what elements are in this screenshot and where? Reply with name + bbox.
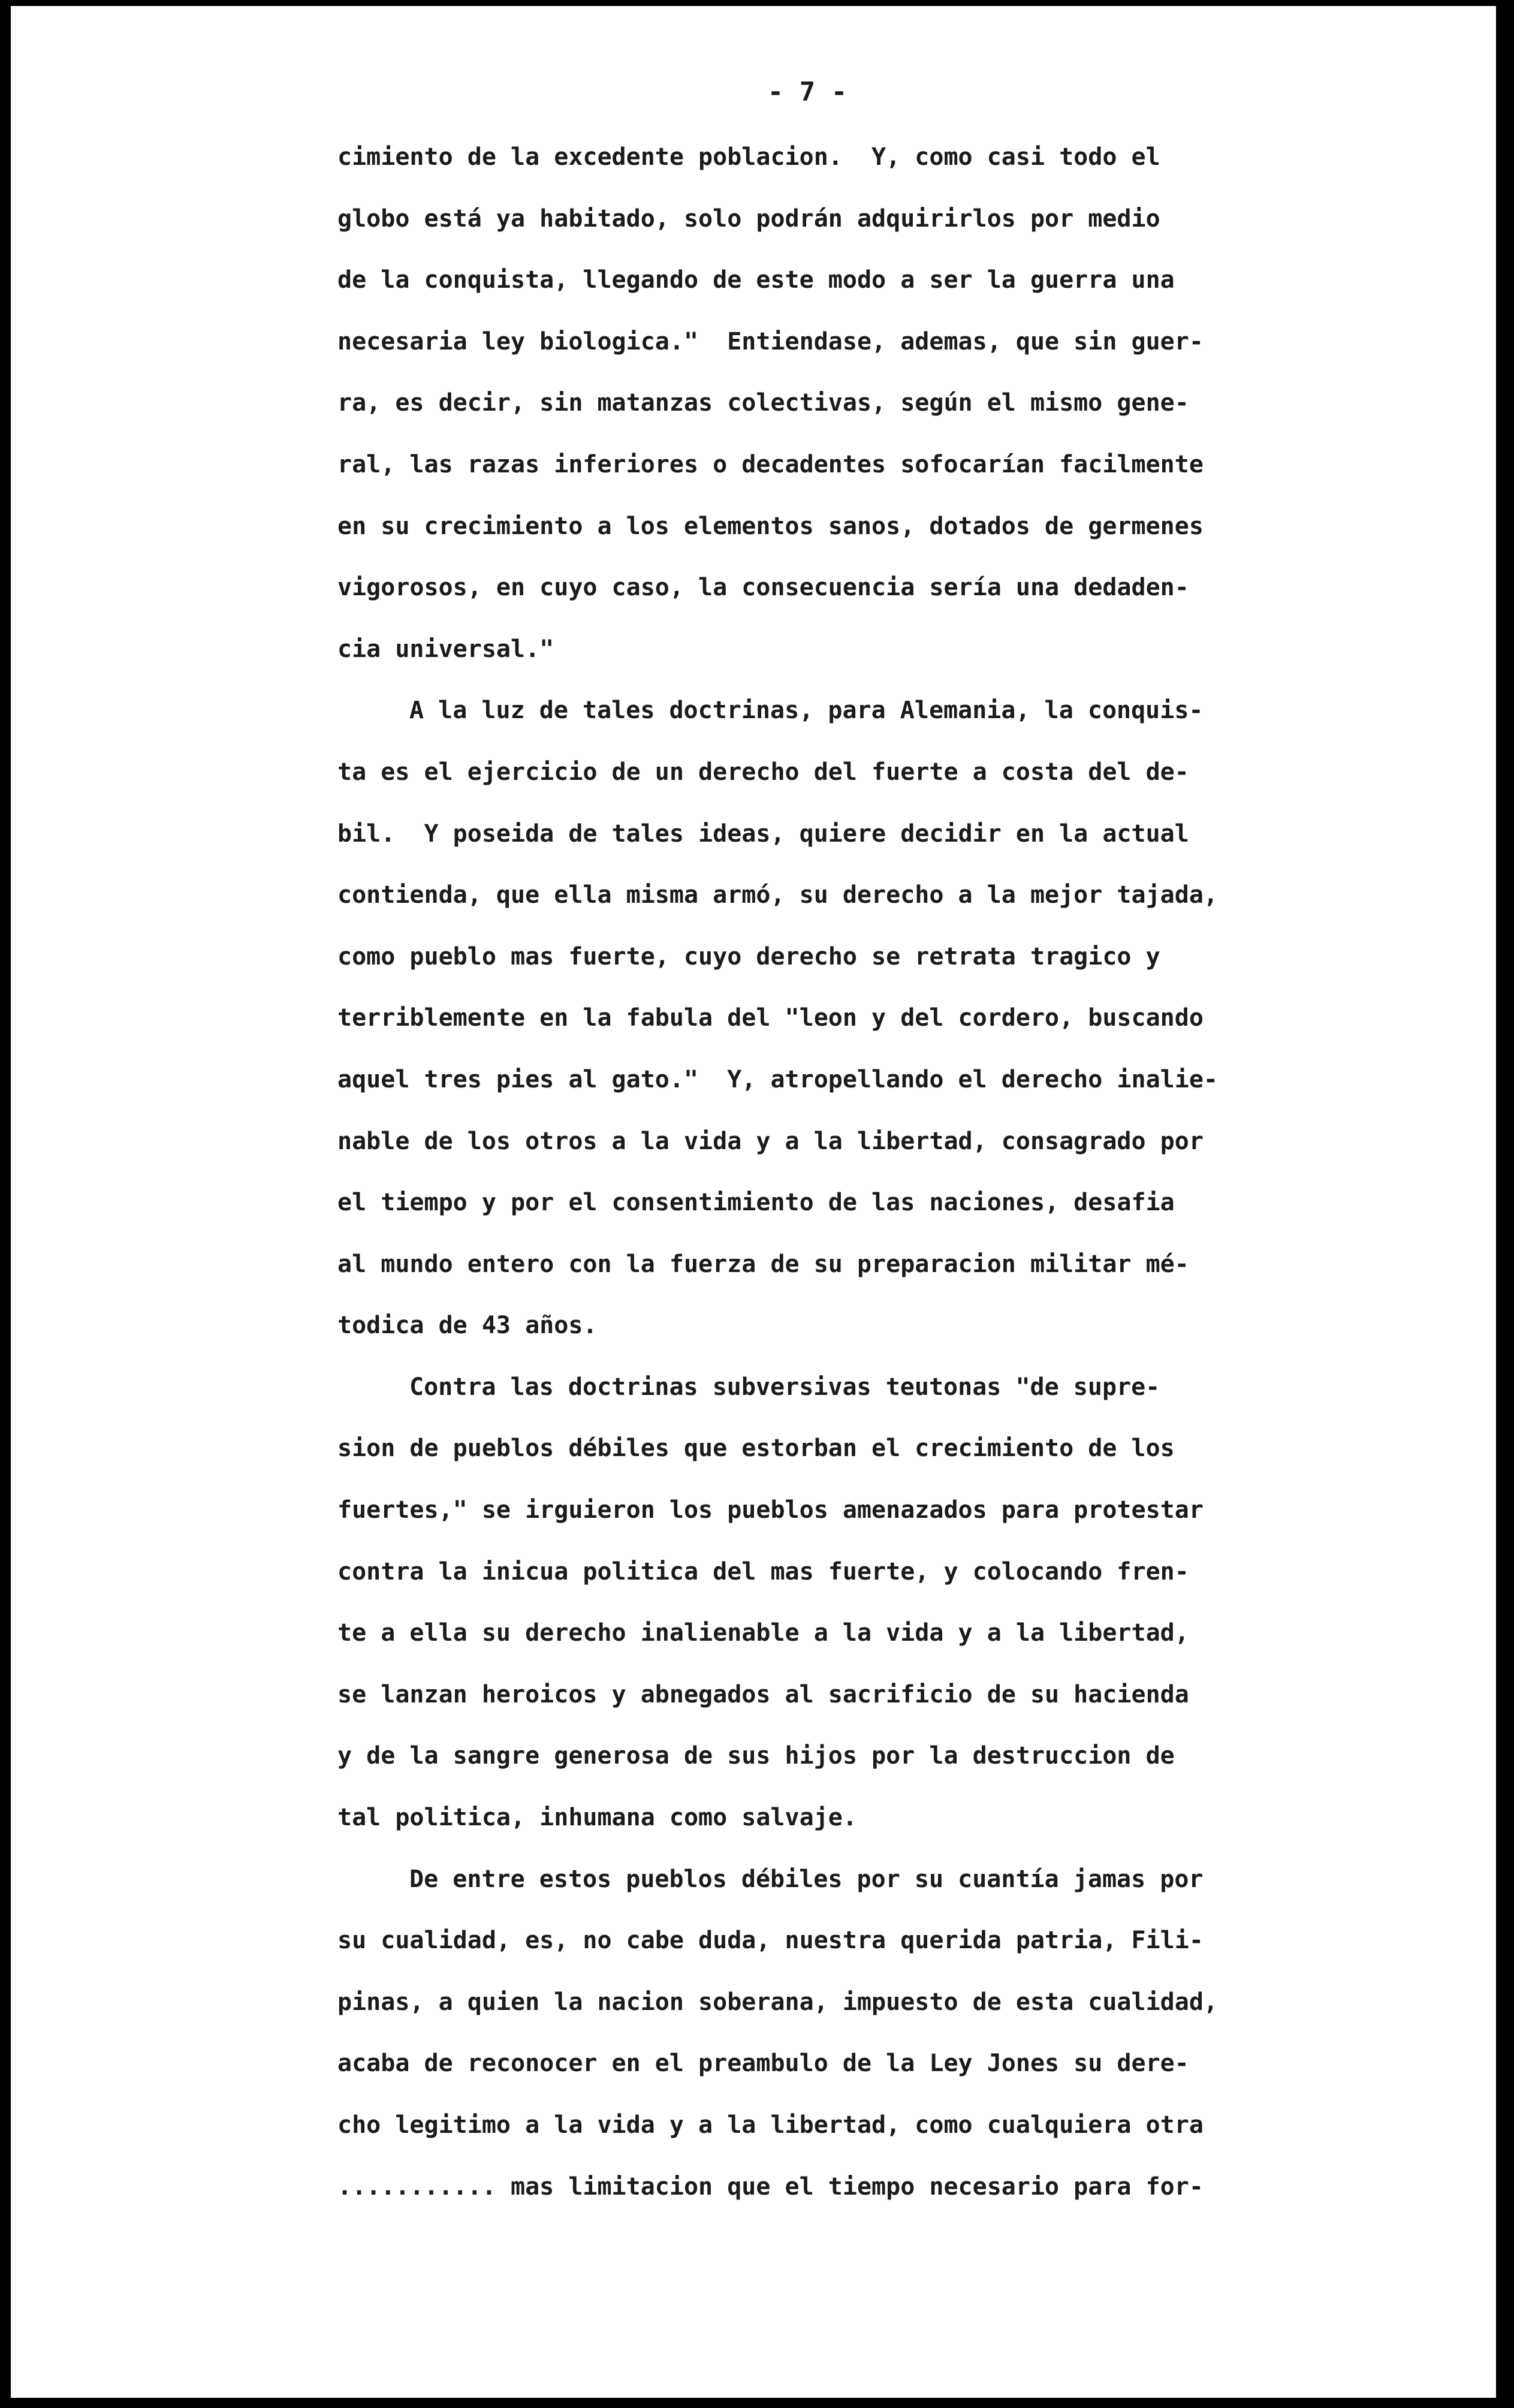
- text-line: en su crecimiento a los elementos sanos, dotados de germenes: [337, 512, 1204, 540]
- document-sheet: [11, 6, 1496, 2398]
- text-line: aquel tres pies al gato." Y, atropellando el derecho inalie-: [337, 1065, 1219, 1093]
- text-line: necesaria ley biologica." Entiendase, ademas, que sin guer-: [337, 327, 1204, 355]
- text-line: globo está ya habitado, solo podrán adquirirlos por medio: [337, 204, 1160, 233]
- text-line: contienda, que ella misma armó, su derecho a la mejor tajada,: [337, 881, 1219, 909]
- text-line: bil. Y poseida de tales ideas, quiere decidir en la actual: [337, 819, 1189, 848]
- text-line: y de la sangre generosa de sus hijos por la destruccion de: [337, 1742, 1175, 1770]
- text-line: Contra las doctrinas subversivas teutonas "de supre-: [409, 1373, 1160, 1401]
- text-line: nable de los otros a la vida y a la libertad, consagrado por: [337, 1127, 1204, 1155]
- text-line: A la luz de tales doctrinas, para Alemania, la conquis-: [409, 697, 1204, 725]
- text-line: acaba de reconocer en el preambulo de la Ley Jones su dere-: [337, 2050, 1189, 2078]
- text-line: cho legitimo a la vida y a la libertad, como cualquiera otra: [337, 2111, 1204, 2139]
- text-line: te a ella su derecho inalienable a la vida y a la libertad,: [337, 1619, 1189, 1647]
- text-line: pinas, a quien la nacion soberana, impuesto de esta cualidad,: [337, 1988, 1219, 2016]
- text-line: como pueblo mas fuerte, cuyo derecho se retrata tragico y: [337, 942, 1160, 971]
- text-line: todica de 43 años.: [337, 1312, 598, 1340]
- text-line: sion de pueblos débiles que estorban el crecimiento de los: [337, 1434, 1175, 1463]
- text-line: al mundo entero con la fuerza de su preparacion militar mé-: [337, 1250, 1189, 1278]
- text-line: ta es el ejercicio de un derecho del fuerte a costa del de-: [337, 758, 1189, 786]
- text-line: ra, es decir, sin matanzas colectivas, según el mismo gene-: [337, 389, 1189, 417]
- text-line: cimiento de la excedente poblacion. Y, como casi todo el: [337, 143, 1160, 171]
- text-line: ........... mas limitacion que el tiempo necesario para for-: [337, 2172, 1204, 2201]
- text-line: de la conquista, llegando de este modo a ser la guerra una: [337, 266, 1175, 294]
- text-line: vigorosos, en cuyo caso, la consecuencia sería una dedaden-: [337, 574, 1189, 602]
- text-line: tal politica, inhumana como salvaje.: [337, 1804, 857, 1832]
- text-line: el tiempo y por el consentimiento de las naciones, desafia: [337, 1189, 1175, 1217]
- body-text: [337, 139, 1308, 2230]
- page-number: - 7 -: [767, 77, 848, 107]
- text-line: cia universal.": [337, 635, 554, 663]
- text-line: contra la inicua politica del mas fuerte, y colocando fren-: [337, 1557, 1189, 1586]
- text-line: fuertes," se irguieron los pueblos amenazados para protestar: [337, 1496, 1204, 1524]
- text-line: De entre estos pueblos débiles por su cuantía jamas por: [409, 1865, 1204, 1893]
- text-line: ral, las razas inferiores o decadentes sofocarían facilmente: [337, 450, 1204, 478]
- text-line: su cualidad, es, no cabe duda, nuestra querida patria, Fili-: [337, 1927, 1204, 1955]
- text-line: terriblemente en la fabula del "leon y del cordero, buscando: [337, 1004, 1204, 1032]
- text-line: se lanzan heroicos y abnegados al sacrificio de su hacienda: [337, 1680, 1189, 1708]
